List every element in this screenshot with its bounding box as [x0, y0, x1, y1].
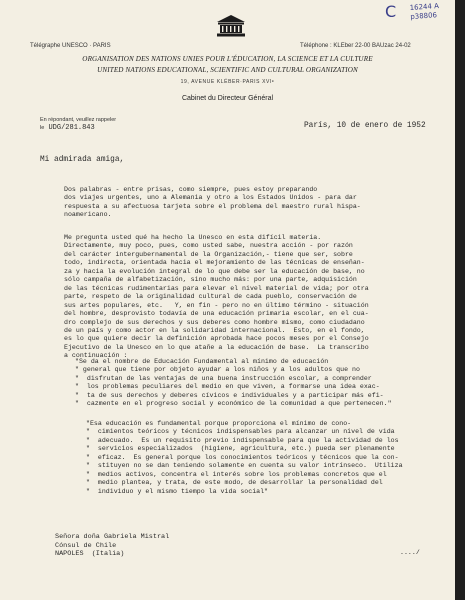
- scan-edge: [455, 0, 465, 600]
- org-name-french: ORGANISATION DES NATIONS UNIES POUR L'ÉDUCATION, LA SCIENCE ET LA CULTURE: [82, 55, 373, 63]
- recipient-name: Señora doña Gabriela Mistral: [55, 533, 170, 541]
- org-name-english: UNITED NATIONS EDUCATIONAL, SCIENTIFIC AND CULTURAL ORGANIZATION: [97, 66, 358, 74]
- reference-label: [40, 117, 116, 123]
- paragraph-2: Me pregunta usted qué ha hecho la Unesco en esta difícil materia. Directamente, muy poco, pues, como usted sabe, nuestra acción - por razón del carácter intergubernamental de la Organización,- tiene que ser, sobre todo, indirecta, orientada hacia el mejoramiento de las técnicas de enseñan- za y hacia la evolución integral de lo que debe ser la educación de base, no sólo campaña de alfabetización, sino mucho más: por una parte, adquisición de las técnicas rudimentarias para elevar el nivel material de vida; por otra parte, respeto de la originalidad cultural de cada pueblo, conservación de sus artes populares, etc. Y, en fin - pero no en último término - situación del hombre, desprovisto todavía de una educación primaria escolar, en el cua- dro complejo de sus derechos y sus deberes como hombre mismo, como ciudadano de un país y como actor en la solidaridad internacional. Esto, en el fondo, es lo que quiere decir la definición aprobada hace pocos meses por el Consejo Ejecutivo de la Unesco en lo que atañe a la educación de base. La transcribo a continuación :: [64, 234, 369, 360]
- handwritten-archive-numbers: [409, 2, 439, 22]
- telegraph-address: Télégraphe UNESCO · PARIS: [30, 43, 111, 49]
- handwritten-letter-mark: C: [385, 2, 397, 21]
- reference-number-line: [40, 124, 95, 132]
- reference-prefix: le: [40, 125, 45, 131]
- archive-number-2: p38806: [410, 11, 438, 22]
- quoted-definition-2: "Esa educación es fundamental porque proporciona el mínimo de cono- " cimientos teóricos y técnicos indispensables para alcanzar un nivel de vida " adecuado. Es un requisito previo indispensable para que la actividad de los " servicios especializados (higiene, agricultura, etc.) pueda ser plenamente " eficaz. Es general porque los conocimientos teóricos y técnicos que la con- " stituyen no se dan teniendo solamente en cuenta su valor intrínseco. Utiliza " medios activos, concentra el interés sobre los problemas concretos que el " medio plantea, y trata, de este modo, de desarrollar la personalidad del " individuo y el mismo tiempo la vida social": [86, 420, 403, 495]
- letter-date: París, 10 de enero de 1952: [304, 122, 426, 130]
- recipient-city: NAPOLES (Italia): [55, 550, 125, 559]
- paragraph-1: Dos palabras - entre prisas, como siempre, pues estoy preparando dos viajes urgentes, uno a Alemania y otro a los Estados Unidos - para dar respuesta a su afectuosa tarjeta sobre el problema del maestro rural hispa- noamericano.: [64, 186, 361, 219]
- archive-number-1: 16244 A: [409, 2, 440, 13]
- telephone-numbers: Téléphone : KLEber 22-00 BAUzac 24-02: [300, 43, 411, 49]
- salutation: Mi admirada amiga,: [40, 156, 125, 164]
- cabinet-heading: Cabinet du Directeur Général: [181, 95, 274, 102]
- unesco-temple-logo: [216, 14, 246, 38]
- reference-number: UDG/281.843: [48, 124, 95, 132]
- recipient-title: Cónsul de Chile: [55, 541, 117, 550]
- continuation-mark: ..../: [400, 549, 420, 556]
- reference-label-line1: En répondant, veuillez rappeler: [40, 117, 117, 123]
- quoted-definition-1: "Se da el nombre de Educación Fundamental al mínimo de educación " general que tiene por objeto ayudar a los niños y a los adultos que no " disfrutan de las ventajas de una buena instrucción escolar, a comprender " los problemas peculiares del medio en que viven, a formarse una idea exac- " ta de sus derechos y deberes cívicos e individuales y a participar más efi- " cazmente en el progreso social y económico de la comunidad a que pertenecen.": [75, 358, 392, 408]
- org-address: 19, AVENUE KLÉBER·PARIS XVIᵉ: [180, 79, 275, 85]
- recipient-block: [55, 533, 169, 559]
